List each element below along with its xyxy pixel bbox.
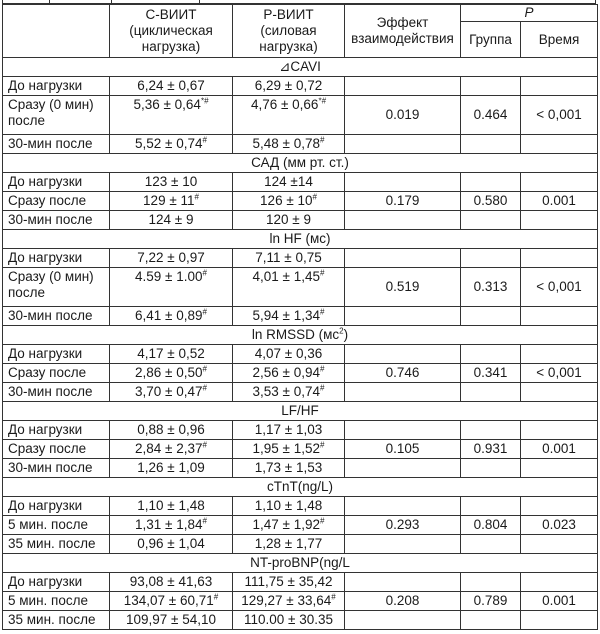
empty-cell xyxy=(345,535,461,554)
c-hiit-value-text: 134,07 ± 60,71 xyxy=(123,593,214,608)
r-hiit-value xyxy=(233,364,345,383)
p-time-value-text: 0.001 xyxy=(542,593,576,608)
table-row xyxy=(3,211,598,230)
table-row xyxy=(3,497,598,516)
table-row xyxy=(3,421,598,440)
p-group-value-text: 0.931 xyxy=(473,441,508,456)
significance-mark: # xyxy=(320,440,325,450)
p-time-value-text: < 0,001 xyxy=(536,279,582,294)
c-hiit-value-text: 4.59 ± 1.00 xyxy=(135,269,203,284)
table-row xyxy=(3,268,598,307)
row-label xyxy=(3,497,110,516)
c-hiit-value xyxy=(110,268,233,307)
c-hiit-value-text: 1,31 ± 1,84 xyxy=(135,517,203,532)
p-time-value-text: 0.001 xyxy=(542,193,576,208)
c-hiit-value-text: 93,08 ± 41,63 xyxy=(129,574,213,589)
r-hiit-value xyxy=(233,268,345,307)
empty-cell xyxy=(461,345,521,364)
section-row xyxy=(3,230,598,249)
row-label xyxy=(3,383,110,402)
table-row xyxy=(3,77,598,96)
p-time-value-text: < 0,001 xyxy=(536,107,582,122)
empty-cell xyxy=(461,535,521,554)
c-hiit-value xyxy=(110,211,233,230)
r-hiit-value-text: 5,94 ± 1,34 xyxy=(252,308,320,323)
section-title-text: NT-proBNP(ng/L xyxy=(250,555,350,570)
r-hiit-value xyxy=(233,192,345,211)
interaction-effect-value-text: 0.179 xyxy=(385,193,420,208)
section-title xyxy=(3,154,598,173)
interaction-effect-value xyxy=(345,96,461,135)
empty-cell xyxy=(345,383,461,402)
row-label-text: До нагрузки xyxy=(8,574,83,589)
r-hiit-value-text: 1,17 ± 1,03 xyxy=(254,422,323,437)
p-time-value xyxy=(521,96,598,135)
r-hiit-value xyxy=(233,459,345,478)
section-title-text: ln RMSSD (мс xyxy=(251,327,340,342)
c-hiit-value-text: 109,97 ± 54,10 xyxy=(126,612,216,627)
r-hiit-value-text: 1,73 ± 1,53 xyxy=(254,460,323,475)
section-row xyxy=(3,554,598,573)
c-hiit-value-text: 129 ± 11 xyxy=(143,193,195,208)
r-hiit-value xyxy=(233,96,345,135)
empty-cell xyxy=(345,573,461,592)
c-hiit-value-text: 0,96 ± 1,04 xyxy=(137,536,205,551)
table-row xyxy=(3,345,598,364)
r-hiit-value-text: 4,07 ± 0,36 xyxy=(254,346,323,361)
row-label-text: До нагрузки xyxy=(8,78,83,93)
table-row xyxy=(3,192,598,211)
interaction-effect-value xyxy=(345,268,461,307)
p-time-value xyxy=(521,516,598,535)
table-body xyxy=(3,58,598,630)
empty-cell xyxy=(461,173,521,192)
row-label-text: 5 мин. после xyxy=(8,593,88,608)
table-row xyxy=(3,459,598,478)
header-r-hiit: Р-ВИИТ (силовая нагрузка) xyxy=(233,5,345,58)
row-label xyxy=(3,96,110,135)
row-label-text: 35 мин. после xyxy=(8,612,96,627)
r-hiit-value xyxy=(233,611,345,630)
c-hiit-value xyxy=(110,249,233,268)
table-row xyxy=(3,516,598,535)
p-group-value-text: 0.341 xyxy=(473,365,508,380)
section-row xyxy=(3,478,598,497)
row-label-text: 30-мин после xyxy=(8,136,93,151)
p-group-value xyxy=(461,440,521,459)
c-hiit-value-text: 123 ± 10 xyxy=(144,174,198,189)
row-label xyxy=(3,611,110,630)
row-label xyxy=(3,307,110,326)
empty-cell xyxy=(461,573,521,592)
empty-cell xyxy=(345,345,461,364)
row-label-text: 35 мин. после xyxy=(8,536,96,551)
c-hiit-value-text: 5,36 ± 0,64 xyxy=(133,97,201,112)
row-label xyxy=(3,459,110,478)
section-title xyxy=(3,402,598,421)
empty-cell xyxy=(521,77,598,96)
empty-cell xyxy=(521,173,598,192)
interaction-effect-value xyxy=(345,192,461,211)
interaction-effect-value-text: 0.019 xyxy=(385,107,420,122)
empty-cell xyxy=(521,135,598,154)
significance-mark: # xyxy=(202,440,207,450)
interaction-effect-value xyxy=(345,592,461,611)
table-row xyxy=(3,592,598,611)
row-label-text: До нагрузки xyxy=(8,498,83,513)
r-hiit-value-text: 1,95 ± 1,52 xyxy=(252,441,320,456)
table-row xyxy=(3,135,598,154)
r-hiit-value-text: 110.00 ± 30.35 xyxy=(244,612,333,627)
significance-mark: # xyxy=(202,364,207,374)
row-label-text: До нагрузки xyxy=(8,422,83,437)
r-hiit-value xyxy=(233,77,345,96)
r-hiit-value-text: 126 ± 10 xyxy=(260,193,313,208)
row-label xyxy=(3,592,110,611)
significance-mark: # xyxy=(320,307,325,317)
r-hiit-value-text: 1,10 ± 1,48 xyxy=(254,498,323,513)
header-c-hiit: С-ВИИТ (циклическая нагрузка) xyxy=(110,5,233,58)
section-title xyxy=(3,554,598,573)
row-label xyxy=(3,421,110,440)
p-group-value-text: 0.804 xyxy=(473,517,508,532)
empty-cell xyxy=(461,77,521,96)
header-interaction-effect: Эффект взаимодействия xyxy=(345,5,461,58)
significance-mark: # xyxy=(320,135,325,145)
r-hiit-value-text: 7,11 ± 0,75 xyxy=(255,250,322,265)
r-hiit-value-text: 6,29 ± 0,72 xyxy=(254,78,323,93)
r-hiit-value-text: 120 ± 9 xyxy=(266,212,311,227)
section-row xyxy=(3,58,598,77)
significance-mark: # xyxy=(202,516,207,526)
p-group-value xyxy=(461,96,521,135)
p-time-value xyxy=(521,268,598,307)
row-label xyxy=(3,211,110,230)
header-empty xyxy=(3,5,110,58)
p-time-value xyxy=(521,440,598,459)
empty-cell xyxy=(461,611,521,630)
significance-mark: # xyxy=(202,268,207,278)
c-hiit-value-text: 0,88 ± 0,96 xyxy=(137,422,205,437)
c-hiit-value-text: 7,22 ± 0,97 xyxy=(137,250,205,265)
empty-cell xyxy=(345,77,461,96)
c-hiit-value xyxy=(110,77,233,96)
c-hiit-value xyxy=(110,307,233,326)
section-title xyxy=(3,230,598,249)
c-hiit-value-text: 4,17 ± 0,52 xyxy=(137,346,205,361)
row-label xyxy=(3,135,110,154)
r-hiit-value xyxy=(233,173,345,192)
empty-cell xyxy=(461,307,521,326)
row-label xyxy=(3,345,110,364)
empty-cell xyxy=(521,573,598,592)
p-time-value-text: < 0,001 xyxy=(536,365,582,380)
table-row xyxy=(3,364,598,383)
empty-cell xyxy=(521,421,598,440)
section-row xyxy=(3,402,598,421)
empty-cell xyxy=(345,135,461,154)
r-hiit-value xyxy=(233,249,345,268)
table-row xyxy=(3,249,598,268)
table-row xyxy=(3,573,598,592)
section-title xyxy=(3,58,598,77)
significance-mark: *# xyxy=(200,96,209,106)
empty-cell xyxy=(345,249,461,268)
interaction-effect-value xyxy=(345,364,461,383)
interaction-effect-value-text: 0.105 xyxy=(385,441,420,456)
p-time-value-text: 0.023 xyxy=(542,517,576,532)
c-hiit-value xyxy=(110,573,233,592)
c-hiit-value xyxy=(110,383,233,402)
empty-cell xyxy=(521,211,598,230)
significance-mark: # xyxy=(320,268,325,278)
empty-cell xyxy=(345,421,461,440)
r-hiit-value xyxy=(233,421,345,440)
c-hiit-value xyxy=(110,345,233,364)
row-label-text: До нагрузки xyxy=(8,250,83,265)
c-hiit-value-text: 6,41 ± 0,89 xyxy=(135,308,203,323)
row-label-text: Сразу после xyxy=(8,193,87,208)
section-row xyxy=(3,326,598,345)
row-label xyxy=(3,364,110,383)
r-hiit-value-text: 1,28 ± 1,77 xyxy=(254,536,323,551)
p-group-value xyxy=(461,516,521,535)
p-group-value-text: 0.313 xyxy=(473,279,508,294)
row-label-text: Сразу после xyxy=(8,365,87,380)
section-title-text: cTnT(ng/L) xyxy=(266,479,334,494)
c-hiit-value xyxy=(110,96,233,135)
c-hiit-value xyxy=(110,516,233,535)
empty-cell xyxy=(345,497,461,516)
r-hiit-value xyxy=(233,440,345,459)
c-hiit-value-text: 124 ± 9 xyxy=(148,212,194,227)
r-hiit-value-text: 2,56 ± 0,94 xyxy=(252,365,320,380)
r-hiit-value xyxy=(233,383,345,402)
r-hiit-value-text: 4,76 ± 0,66 xyxy=(250,97,319,112)
header-p: P xyxy=(461,5,598,22)
r-hiit-value xyxy=(233,497,345,516)
empty-cell xyxy=(461,459,521,478)
c-hiit-value xyxy=(110,364,233,383)
section-title-text: LF/HF xyxy=(281,403,319,418)
empty-cell xyxy=(345,173,461,192)
r-hiit-value-text: 5,48 ± 0,78 xyxy=(252,136,320,151)
interaction-effect-value-text: 0.208 xyxy=(385,593,420,608)
r-hiit-value xyxy=(233,345,345,364)
empty-cell xyxy=(521,383,598,402)
r-hiit-value xyxy=(233,592,345,611)
section-title xyxy=(3,478,598,497)
row-label xyxy=(3,77,110,96)
section-row xyxy=(3,154,598,173)
row-label-text: 30-мин после xyxy=(8,212,93,227)
interaction-effect-value-text: 0.746 xyxy=(385,365,420,380)
c-hiit-value-text: 2,86 ± 0,50 xyxy=(135,365,203,380)
empty-cell xyxy=(461,211,521,230)
significance-mark: # xyxy=(202,383,207,393)
empty-cell xyxy=(345,211,461,230)
empty-cell xyxy=(345,307,461,326)
p-group-value xyxy=(461,268,521,307)
row-label-text: Сразу после xyxy=(8,441,87,456)
c-hiit-value-text: 2,84 ± 2,37 xyxy=(135,441,203,456)
empty-cell xyxy=(461,135,521,154)
c-hiit-value xyxy=(110,459,233,478)
p-group-value-text: 0.580 xyxy=(473,193,508,208)
significance-mark: # xyxy=(320,516,325,526)
p-group-value xyxy=(461,364,521,383)
c-hiit-value-text: 1,10 ± 1,48 xyxy=(137,498,205,513)
row-label-text: До нагрузки xyxy=(8,346,83,361)
row-label xyxy=(3,173,110,192)
row-label-text: 30-мин после xyxy=(8,308,93,323)
significance-mark: # xyxy=(213,592,219,602)
r-hiit-value xyxy=(233,516,345,535)
table-row xyxy=(3,96,598,135)
c-hiit-value xyxy=(110,611,233,630)
r-hiit-value xyxy=(233,573,345,592)
c-hiit-value xyxy=(110,135,233,154)
c-hiit-value xyxy=(110,192,233,211)
empty-cell xyxy=(461,249,521,268)
table-row xyxy=(3,383,598,402)
interaction-effect-value-text: 0.519 xyxy=(385,279,420,294)
significance-mark: # xyxy=(320,383,325,393)
empty-cell xyxy=(521,611,598,630)
interaction-effect-value xyxy=(345,440,461,459)
empty-cell xyxy=(461,421,521,440)
r-hiit-value xyxy=(233,535,345,554)
row-label-text: Сразу (0 мин) после xyxy=(8,97,94,128)
section-title-text: ln HF (мс) xyxy=(269,231,331,246)
empty-cell xyxy=(521,497,598,516)
p-group-value-text: 0.789 xyxy=(473,593,508,608)
r-hiit-value-text: 124 ±14 xyxy=(264,174,313,189)
row-label xyxy=(3,192,110,211)
p-time-value xyxy=(521,364,598,383)
c-hiit-value xyxy=(110,497,233,516)
empty-cell xyxy=(521,535,598,554)
r-hiit-value-text: 4,01 ± 1,45 xyxy=(252,269,320,284)
superscript: 2 xyxy=(339,326,344,336)
significance-mark: # xyxy=(320,364,325,374)
row-label xyxy=(3,573,110,592)
table-row xyxy=(3,440,598,459)
section-title xyxy=(3,326,598,345)
row-label-text: Сразу (0 мин) после xyxy=(8,269,94,300)
row-label-text: 30-мин после xyxy=(8,460,93,475)
empty-cell xyxy=(345,611,461,630)
r-hiit-value xyxy=(233,307,345,326)
row-label xyxy=(3,516,110,535)
row-label-text: 30-мин после xyxy=(8,384,93,399)
empty-cell xyxy=(521,307,598,326)
row-label xyxy=(3,440,110,459)
c-hiit-value xyxy=(110,535,233,554)
significance-mark: # xyxy=(194,192,199,202)
section-title-text: ⊿CAVI xyxy=(279,59,321,74)
significance-mark: *# xyxy=(318,96,327,106)
significance-mark: # xyxy=(202,135,207,145)
p-group-value xyxy=(461,192,521,211)
p-time-value xyxy=(521,192,598,211)
table-row xyxy=(3,307,598,326)
row-label-text: 5 мин. после xyxy=(8,517,88,532)
header-time: Время xyxy=(521,22,598,58)
interaction-effect-value-text: 0.293 xyxy=(385,517,420,532)
section-title-text: САД (мм рт. ст.) xyxy=(251,155,349,170)
empty-cell xyxy=(521,459,598,478)
table-row xyxy=(3,611,598,630)
r-hiit-value xyxy=(233,211,345,230)
r-hiit-value xyxy=(233,135,345,154)
table-row xyxy=(3,535,598,554)
row-label xyxy=(3,535,110,554)
empty-cell xyxy=(345,459,461,478)
significance-mark: # xyxy=(202,307,207,317)
r-hiit-value-text: 129,27 ± 33,64 xyxy=(241,593,332,608)
row-label xyxy=(3,249,110,268)
significance-mark: # xyxy=(312,192,317,202)
c-hiit-value xyxy=(110,440,233,459)
header-group: Группа xyxy=(461,22,521,58)
p-time-value xyxy=(521,592,598,611)
row-label-text: До нагрузки xyxy=(8,174,83,189)
r-hiit-value-text: 3,53 ± 0,74 xyxy=(252,384,320,399)
c-hiit-value xyxy=(110,592,233,611)
c-hiit-value-text: 6,24 ± 0,67 xyxy=(137,78,205,93)
empty-cell xyxy=(521,345,598,364)
empty-cell xyxy=(521,249,598,268)
p-time-value-text: 0.001 xyxy=(542,441,576,456)
results-table xyxy=(2,4,598,630)
empty-cell xyxy=(461,497,521,516)
table-row xyxy=(3,173,598,192)
section-title-end: ) xyxy=(343,327,349,342)
c-hiit-value-text: 1,26 ± 1,09 xyxy=(137,460,205,475)
c-hiit-value-text: 3,70 ± 0,47 xyxy=(135,384,203,399)
p-group-value-text: 0.464 xyxy=(473,107,508,122)
interaction-effect-value xyxy=(345,516,461,535)
empty-cell xyxy=(461,383,521,402)
significance-mark: # xyxy=(331,592,336,602)
p-group-value xyxy=(461,592,521,611)
row-label xyxy=(3,268,110,307)
r-hiit-value-text: 111,75 ± 35,42 xyxy=(244,574,333,589)
c-hiit-value-text: 5,52 ± 0,74 xyxy=(135,136,203,151)
c-hiit-value xyxy=(110,421,233,440)
r-hiit-value-text: 1,47 ± 1,92 xyxy=(252,517,320,532)
c-hiit-value xyxy=(110,173,233,192)
